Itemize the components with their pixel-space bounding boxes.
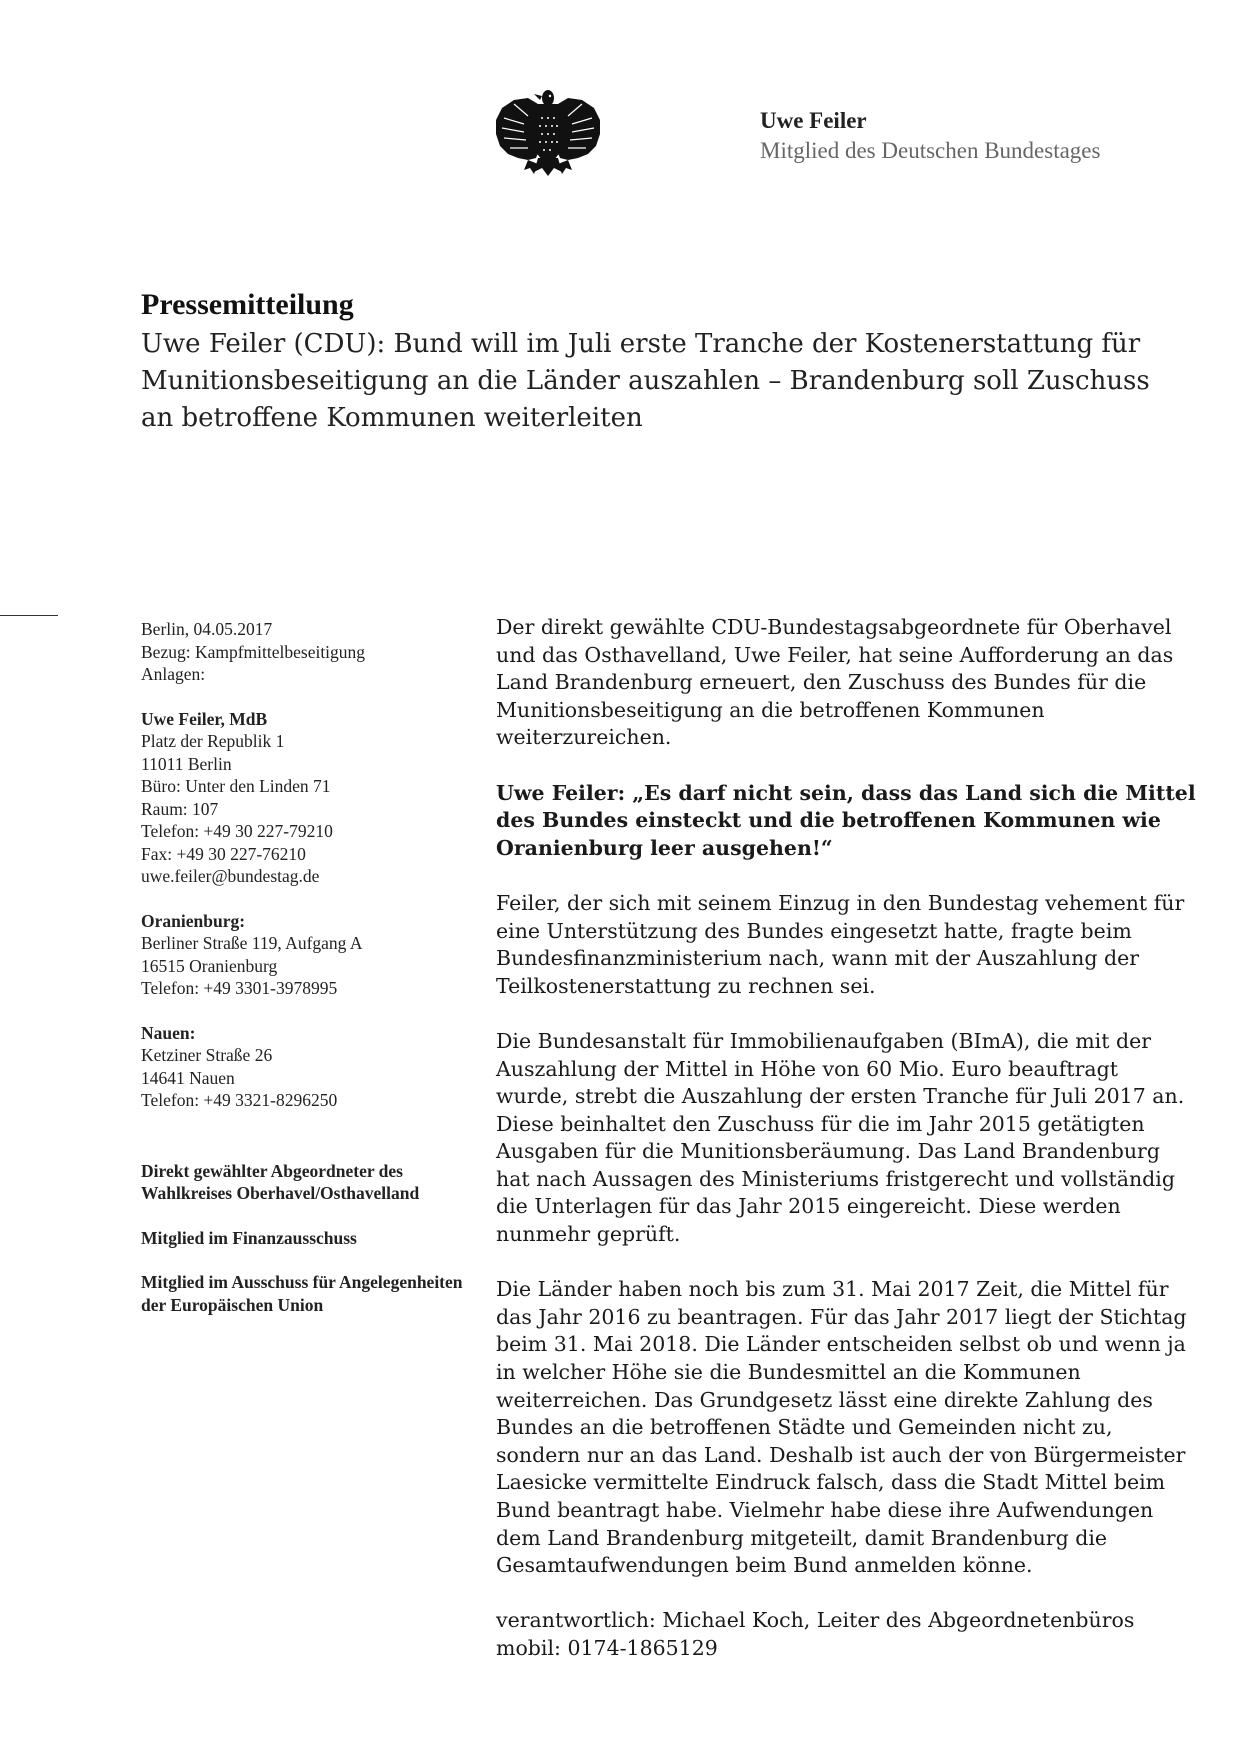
sidebar-date: Berlin, 04.05.2017 [141,619,273,639]
fold-mark [0,615,58,616]
oranienburg-office-line: 16515 Oranienburg [141,955,278,976]
member-name: Uwe Feiler [760,108,867,133]
nauen-office-title: Nauen: [141,1022,196,1043]
berlin-office-email: uwe.feiler@bundestag.de [141,866,320,886]
contact-responsible: verantwortlich: Michael Koch, Leiter des Abgeordnetenbüros [496,1608,1135,1633]
sidebar-note-finance-committee: Mitglied im Finanzausschuss [141,1227,357,1248]
sidebar-note-eu-committee: Mitglied im Ausschuss für Angelegenheiten der Europäischen Union [141,1272,463,1315]
contact-mobile: mobil: 0174-1865129 [496,1635,718,1660]
body-quote: Uwe Feiler: „Es darf nicht sein, dass das Land sich die Mittel des Bundes einsteckt und die betroffenen Kommunen wie Oranienburg leer ausgehen!“ [496,780,1196,860]
oranienburg-office-title: Oranienburg: [141,910,246,931]
body-paragraph: Die Bundesanstalt für Immobilienaufgaben (BImA), die mit der Auszahlung der Mittel in Höhe von 60 Mio. Euro beauftragt wurde, strebt die Auszahlung der ersten Tranche für Juli 2017 an. Diese beinhaltet den Zuschuss für die im Jahr 2015 getätigten Ausgaben für die Munitionsberäumung. Das Land Brandenburg hat nach Aussagen des Ministeriums fristgerecht und vollständig die Unterlagen für das Jahr 2015 eingereicht. Diese werden nunmehr geprüft. [496,1028,1185,1247]
nauen-office-phone: Telefon: +49 3321-8296250 [141,1090,338,1110]
sidebar-attachments: Anlagen: [141,664,206,684]
press-release-body [496,614,1196,1663]
title-block [141,288,1171,437]
berlin-office-line: Büro: Unter den Linden 71 [141,776,331,796]
berlin-office-title: Uwe Feiler, MdB [141,708,268,729]
bundesadler-icon [494,88,602,180]
oranienburg-office-phone: Telefon: +49 3301-3978995 [141,978,338,998]
press-release-headline: Uwe Feiler (CDU): Bund will im Juli erste Tranche der Kostenerstattung für Munitionsbeseitigung an die Länder auszahlen – Brandenburg soll Zuschuss an betroffene Kommunen weiterleiten [141,329,1150,433]
body-paragraph: Feiler, der sich mit seinem Einzug in den Bundestag vehement für eine Unterstützung des Bundes eingesetzt hatte, fragte beim Bundesfinanzministerium nach, wann mit der Auszahlung der Teilkostenerstattung zu rechnen sei. [496,890,1185,998]
berlin-office-fax: Fax: +49 30 227-76210 [141,843,306,864]
berlin-office-line: Raum: 107 [141,798,219,819]
nauen-office-line: Ketziner Straße 26 [141,1045,273,1065]
berlin-office-line: 11011 Berlin [141,753,232,774]
member-role: Mitglied des Deutschen Bundestages [760,138,1101,163]
sidebar [141,618,481,1316]
berlin-office-line: Platz der Republik 1 [141,731,285,751]
document-type-label: Pressemitteilung [141,288,354,321]
berlin-office-phone: Telefon: +49 30 227-79210 [141,821,333,841]
sidebar-subject: Bezug: Kampfmittelbeseitigung [141,641,366,662]
oranienburg-office-line: Berliner Straße 119, Aufgang A [141,933,363,953]
nauen-office-line: 14641 Nauen [141,1067,235,1088]
body-paragraph: Der direkt gewählte CDU-Bundestagsabgeordnete für Oberhavel und das Osthavelland, Uwe Feiler, hat seine Aufforderung an das Land Brandenburg erneuert, den Zuschuss des Bundes für die Munitionsbeseitigung an die betroffenen Kommunen weiterzureichen. [496,615,1174,750]
body-paragraph: Die Länder haben noch bis zum 31. Mai 2017 Zeit, die Mittel für das Jahr 2016 zu beantragen. Für das Jahr 2017 liegt der Stichtag beim 31. Mai 2018. Die Länder entscheiden selbst ob und wenn ja in welcher Höhe sie die Bundesmittel an die Kommunen weiterreichen. Das Grundgesetz lässt eine direkte Zahlung des Bundes an die betroffenen Städte und Gemeinden nicht zu, sondern nur an das Land. Deshalb ist auch der von Bürgermeister Laesicke vermittelte Eindruck falsch, dass die Stadt Mittel beim Bund beantragt habe. Vielmehr habe diese ihre Aufwendungen dem Land Brandenburg mitgeteilt, damit Brandenburg die Gesamtaufwendungen beim Bund anmelden könne. [496,1277,1187,1578]
sidebar-note-constituency: Direkt gewählter Abgeordneter des Wahlkreises Oberhavel/Osthavelland [141,1160,420,1203]
